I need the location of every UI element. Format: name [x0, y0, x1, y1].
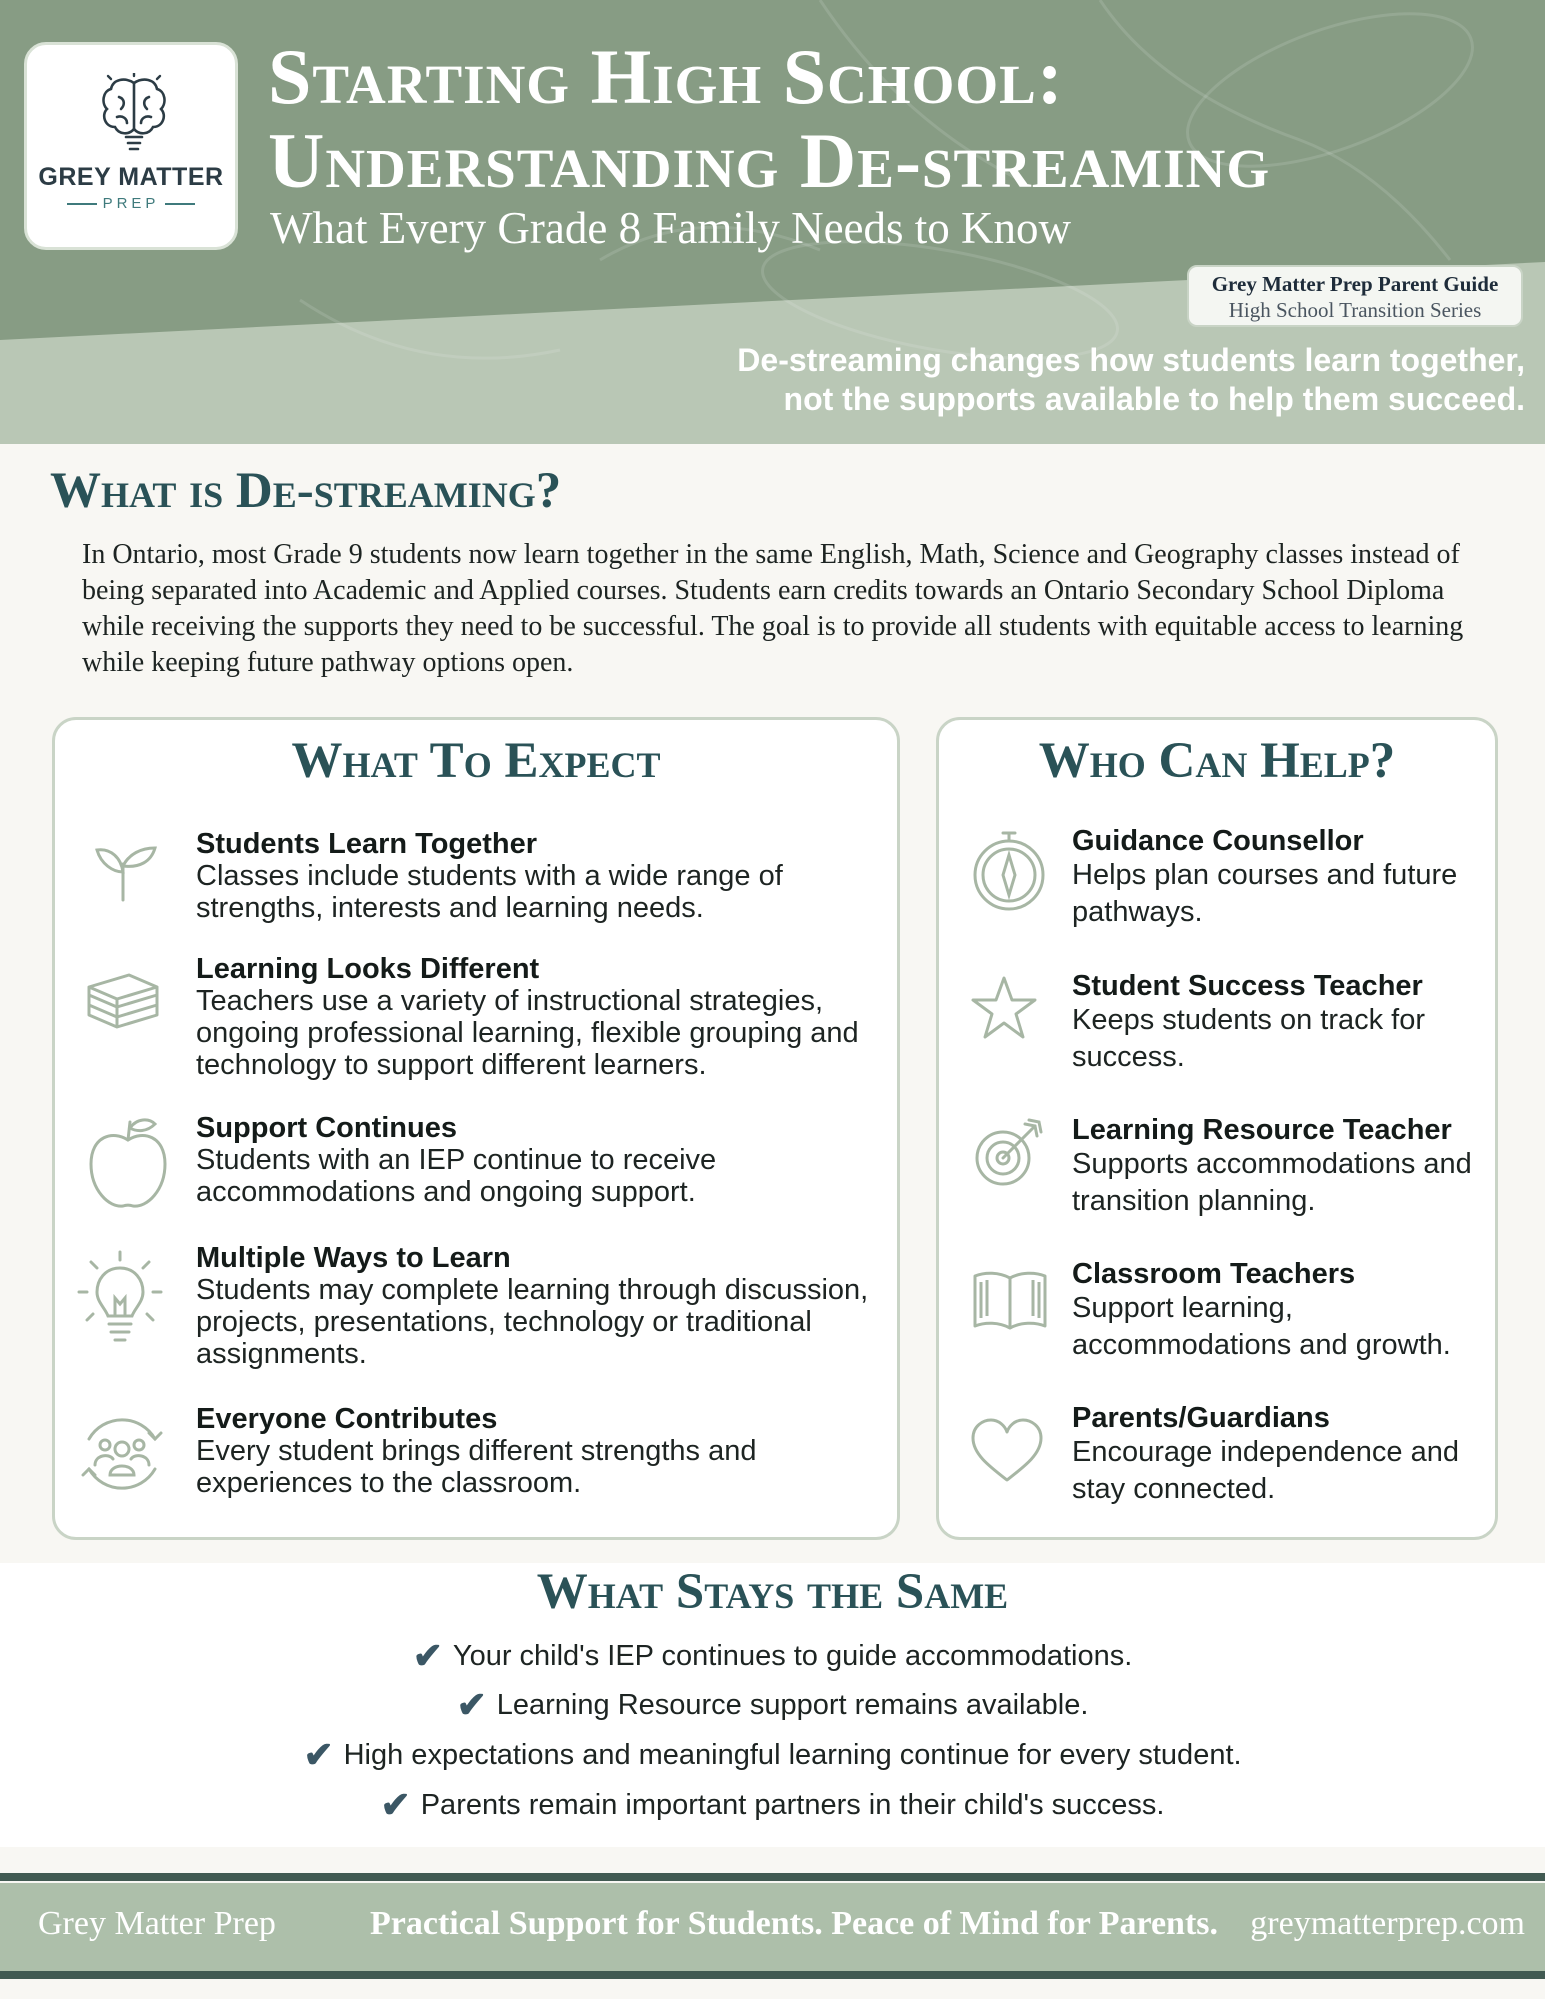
stays-item-text: Learning Resource support remains available.: [496, 1689, 1089, 1721]
expect-item-title: Everyone Contributes: [196, 1403, 498, 1435]
lightbulb-icon: [75, 1248, 165, 1348]
expect-item: [83, 1112, 883, 1222]
guide-badge-title: Grey Matter Prep Parent Guide: [1211, 272, 1499, 296]
stays-item: [0, 1784, 1545, 1826]
help-item-desc: Keeps students on track for success.: [1072, 1004, 1426, 1073]
intro-paragraph: In Ontario, most Grade 9 students now learn together in the same English, Math, Science and Geography classes instead of being separated into Academic and Applied courses. Students earn credits towards an Ontario Secondary School Diploma while receiving the supports they need to be successful. The goal is to provide all students with equitable access to learning while keeping future pathway options open.: [82, 539, 1464, 678]
help-item-title: Classroom Teachers: [1072, 1258, 1356, 1290]
sprout-icon: [83, 828, 163, 908]
help-item-desc: Helps plan courses and future pathways.: [1072, 859, 1458, 928]
target-icon: [969, 1114, 1049, 1194]
help-item: [969, 1402, 1489, 1522]
help-card: [936, 717, 1498, 1540]
check-icon: ✔: [456, 1684, 487, 1725]
help-item: [969, 1258, 1489, 1378]
help-item-desc: Encourage independence and stay connected.: [1072, 1436, 1459, 1505]
help-heading: Who Can Help?: [1038, 733, 1396, 789]
expect-item: [83, 1403, 883, 1513]
stays-item-text: High expectations and meaningful learning continue for every student.: [343, 1739, 1242, 1771]
intro-heading: What is De-streaming?: [50, 463, 562, 519]
logo-subtext: [27, 195, 235, 212]
group-icon: [77, 1409, 167, 1499]
footer-website-link[interactable]: greymatterprep.com: [1250, 1905, 1525, 1942]
help-item-title: Learning Resource Teacher: [1072, 1114, 1452, 1146]
star-icon: [969, 974, 1039, 1044]
guide-badge-series: High School Transition Series: [1228, 298, 1482, 322]
footer-rule-bottom: [0, 1971, 1545, 1979]
expect-item-desc: Students may complete learning through discussion, projects, presentations, technology or traditional assignments.: [196, 1274, 869, 1370]
stays-item-text: Parents remain important partners in their child's success.: [420, 1789, 1165, 1821]
open-book-icon: [969, 1266, 1051, 1336]
footer-slogan: Practical Support for Students. Peace of Mind for Parents.: [370, 1905, 1219, 1942]
footer-brand: Grey Matter Prep: [38, 1905, 276, 1942]
apple-icon: [83, 1112, 173, 1212]
help-item: [969, 825, 1489, 945]
expect-card: [52, 717, 900, 1540]
page-title-line-1: Starting High School:: [268, 33, 1064, 120]
expect-item-desc: Students with an IEP continue to receive accommodations and ongoing support.: [196, 1144, 717, 1208]
brain-icon: [97, 73, 171, 155]
footer-rule-top: [0, 1873, 1545, 1881]
help-item: [969, 970, 1489, 1090]
help-item: [969, 1114, 1489, 1234]
expect-item: [83, 828, 883, 928]
header-tagline: [737, 341, 1525, 419]
page-subtitle: What Every Grade 8 Family Needs to Know: [270, 203, 1072, 253]
expect-item-title: Multiple Ways to Learn: [196, 1242, 511, 1274]
logo: [24, 42, 238, 250]
expect-item: [83, 953, 883, 1083]
expect-item: [83, 1242, 883, 1372]
help-item-desc: Supports accommodations and transition planning.: [1072, 1148, 1472, 1217]
compass-icon: [969, 825, 1049, 915]
check-icon: ✔: [380, 1784, 411, 1825]
stays-item: [0, 1734, 1545, 1776]
page-title-line-2: Understanding De-streaming: [268, 117, 1271, 204]
help-item-title: Parents/Guardians: [1072, 1402, 1330, 1434]
page-footer: [0, 1883, 1545, 1971]
stays-item: [0, 1684, 1545, 1726]
expect-item-title: Students Learn Together: [196, 828, 538, 860]
stays-item-text: Your child's IEP continues to guide accommodations.: [452, 1640, 1133, 1672]
expect-item-desc: Every student brings different strengths and experiences to the classroom.: [196, 1435, 757, 1499]
stays-heading: What Stays the Same: [536, 1564, 1009, 1620]
help-item-desc: Support learning, accommodations and growth.: [1072, 1292, 1451, 1361]
tagline-line-2: not the supports available to help them succeed.: [783, 381, 1525, 417]
logo-sub-label: PREP: [102, 195, 160, 212]
tagline-line-1: De-streaming changes how students learn together,: [737, 342, 1525, 378]
logo-name: GREY MATTER: [38, 163, 224, 191]
help-item-title: Student Success Teacher: [1072, 970, 1423, 1002]
expect-item-title: Support Continues: [196, 1112, 457, 1144]
stays-item: [0, 1635, 1545, 1677]
heart-icon: [969, 1416, 1045, 1486]
check-icon: ✔: [412, 1635, 443, 1676]
help-item-title: Guidance Counsellor: [1072, 825, 1364, 857]
stays-section: [0, 1563, 1545, 1847]
expect-item-desc: Teachers use a variety of instructional strategies, ongoing professional learning, flexible grouping and technology to support different learners.: [196, 985, 859, 1081]
page-header: [0, 0, 1545, 444]
expect-item-title: Learning Looks Different: [196, 953, 540, 985]
books-icon: [83, 965, 163, 1045]
expect-item-desc: Classes include students with a wide range of strengths, interests and learning needs.: [196, 860, 783, 924]
guide-badge: [1187, 265, 1523, 327]
expect-heading: What To Expect: [291, 733, 661, 789]
check-icon: ✔: [303, 1734, 334, 1775]
